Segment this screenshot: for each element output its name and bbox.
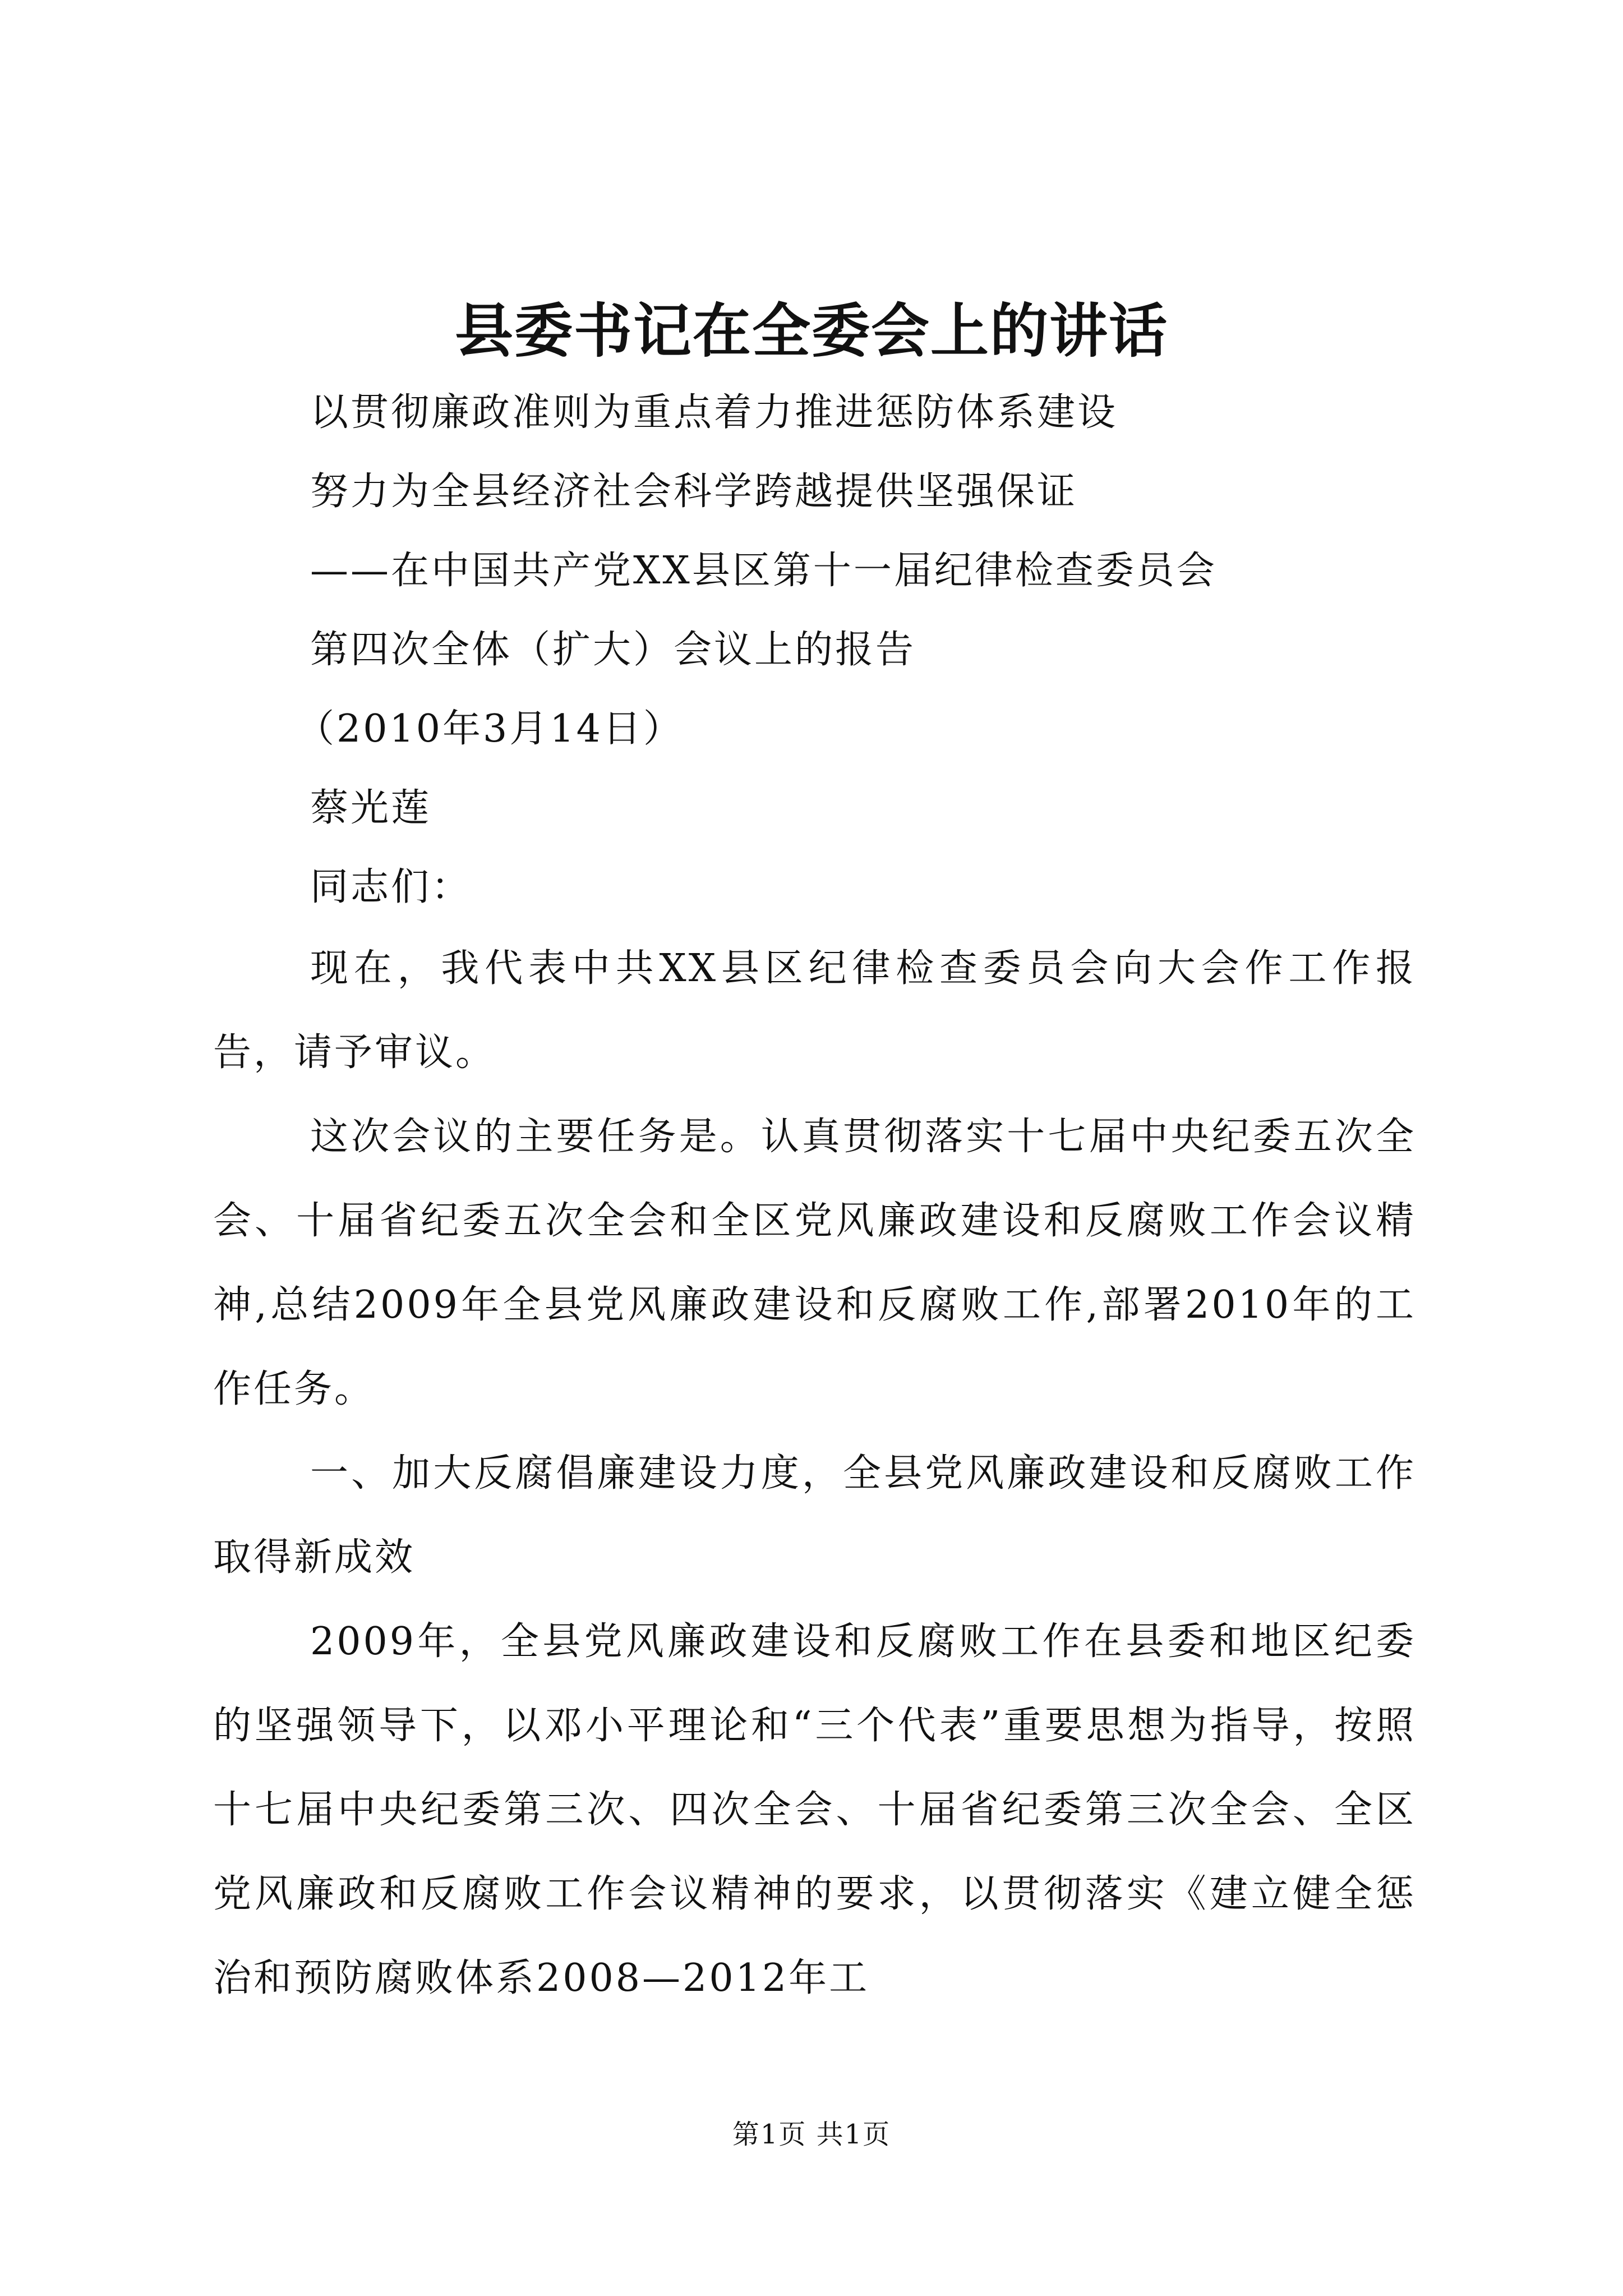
document-body (213, 373, 1416, 2021)
subtitle-line: 以贯彻廉政准则为重点着力推进惩防体系建设 (310, 390, 1118, 435)
author-name: 蔡光莲 (310, 786, 432, 830)
subtitle-line: 第四次全体（扩大）会议上的报告 (310, 628, 916, 672)
subtitle-line: 努力为全县经济社会科学跨越提供坚强保证 (310, 470, 1078, 514)
body-paragraph: 2009年，全县党风廉政建设和反腐败工作在县委和地区纪委的坚强领导下，以邓小平理论和“三个代表”重要思想为指导，按照十七届中央纪委第三次、四次全会、十届省纪委第三次全会、全区党风廉政和反腐败工作会议精神的要求，以贯彻落实《建立健全惩治和预防腐败体系2008—2012年工 (213, 1619, 1416, 2000)
salutation: 同志们： (310, 865, 472, 909)
report-date: （2010年3月14日） (296, 707, 684, 751)
page-footer: 第1页 共1页 (732, 2119, 891, 2150)
body-paragraph: 这次会议的主要任务是。认真贯彻落实十七届中央纪委五次全会、十届省纪委五次全会和全区党风廉政建设和反腐败工作会议精神,总结2009年全县党风廉政建设和反腐败工作,部署2010年的工作任务。 (213, 1115, 1416, 1411)
section-heading: 一、加大反腐倡廉建设力度，全县党风廉政建设和反腐败工作取得新成效 (213, 1451, 1416, 1580)
document-title: 县委书记在全委会上的讲话 (454, 296, 1168, 365)
subtitle-line: ——在中国共产党XX县区第十一届纪律检查委员会 (310, 549, 1217, 593)
body-paragraph: 现在，我代表中共XX县区纪律检查委员会向大会作工作报告，请予审议。 (213, 946, 1416, 1075)
